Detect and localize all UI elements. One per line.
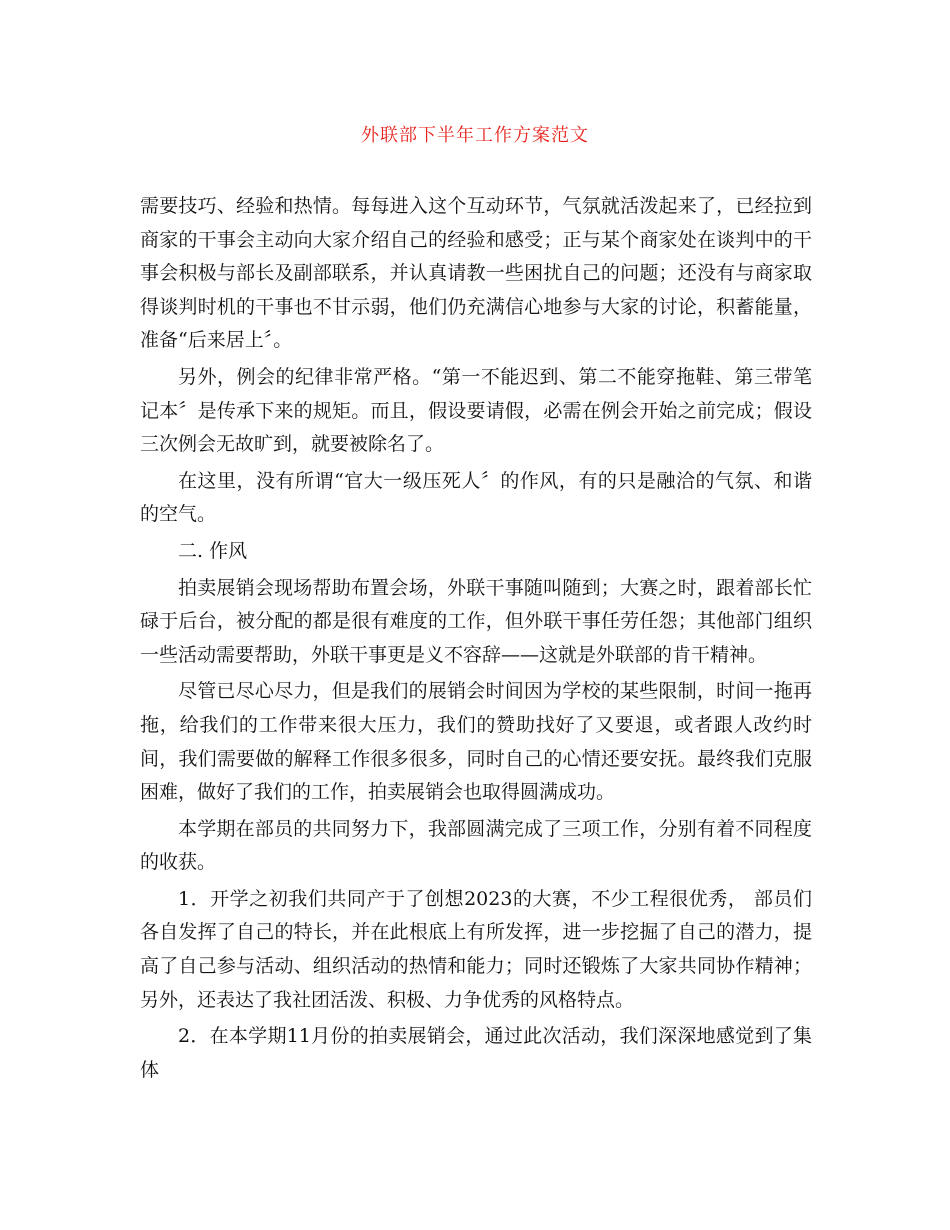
list-item-1: 1．开学之初我们共同产于了创想2023的大赛，不少工程很优秀， 部员们各自发挥了自己的特长，并在此根底上有所发挥，进一步挖掘了自己的潜力，提高了自己参与活动、组织活动的热情和能力；同时还锻炼了大家共同协作精神；另外，还表达了我社团活泼、积极、力争优秀的风格特点。 — [140, 887, 812, 1011]
body-paragraph-6: 本学期在部员的共同努力下，我部圆满完成了三项工作，分别有着不同程度的收获。 — [140, 817, 812, 874]
body-paragraph-2: 另外，例会的纪律非常严格。“第一不能迟到、第二不能穿拖鞋、第三带笔记本〞是传承下来的规矩。而且，假设要请假，必需在例会开始之前完成；假设三次例会无故旷到，就要被除名了。 — [140, 365, 812, 456]
body-paragraph-1: 需要技巧、经验和热情。每每进入这个互动环节，气氛就活泼起来了，已经拉到商家的干事会主动向大家介绍自己的经验和感受；正与某个商家处在谈判中的干事会积极与部长及副部联系，并认真请教一些困扰自己的问题；还没有与商家取得谈判时机的干事也不甘示弱，他们仍充满信心地参与大家的讨论，积蓄能量，准备“后来居上〞。 — [140, 195, 812, 352]
body-paragraph-5: 尽管已尽心尽力，但是我们的展销会时间因为学校的某些限制，时间一拖再拖，给我们的工作带来很大压力，我们的赞助找好了又要退，或者跟人改约时间，我们需要做的解释工作很多很多，同时自己的心情还要安抚。最终我们克服困难，做好了我们的工作，拍卖展销会也取得圆满成功。 — [140, 680, 812, 804]
document-body — [140, 190, 812, 1090]
document-title: 外联部下半年工作方案范文 — [361, 125, 589, 146]
body-paragraph-4: 拍卖展销会现场帮助布置会场，外联干事随叫随到；大赛之时，跟着部长忙碌于后台，被分配的都是很有难度的工作，但外联干事任劳任怨；其他部门组织一些活动需要帮助，外联干事更是义不容辞——这就是外联部的肯干精神。 — [140, 576, 812, 666]
body-paragraph-3: 在这里，没有所谓“官大一级压死人〞的作风，有的只是融洽的气氛、和谐的空气。 — [140, 469, 812, 526]
list-item-2: 2．在本学期11月份的拍卖展销会，通过此次活动，我们深深地感觉到了集体 — [140, 1025, 812, 1081]
section-heading-style: 二. 作风 — [178, 539, 248, 562]
